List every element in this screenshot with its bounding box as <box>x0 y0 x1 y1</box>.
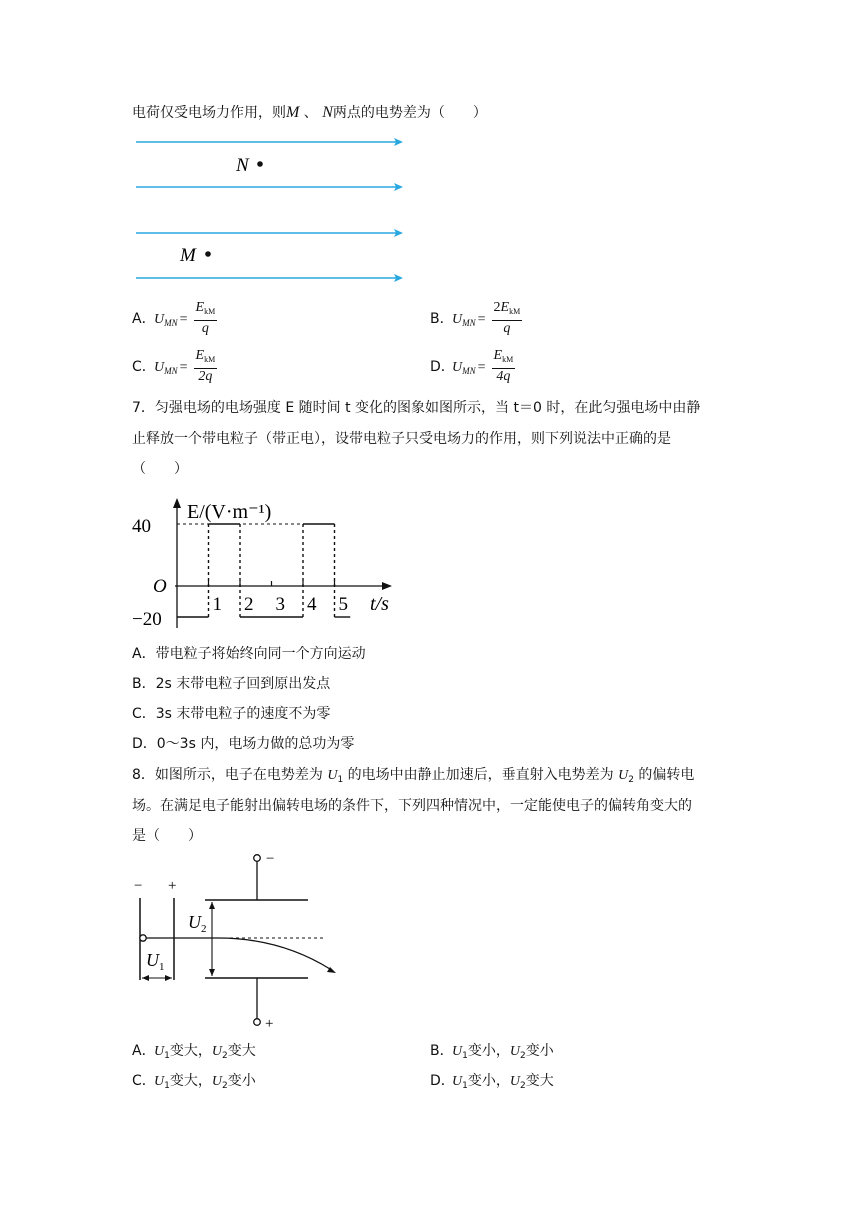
q8-line1-post: 的偏转电 <box>633 767 695 783</box>
u2-arrow-top <box>209 902 215 909</box>
q6-stem <box>132 103 487 123</box>
lhs: $U_{MN}$ <box>452 359 476 376</box>
q8-option-c <box>132 1070 256 1091</box>
option-label: D． <box>430 358 455 375</box>
option-label: A． <box>132 310 156 327</box>
u2-change: 变大 <box>525 1073 554 1089</box>
q7-line1: 7．匀强电场的电场强度 E 随时间 t 变化的图象如图所示，当 t＝0 时，在此匀强电场中由静 <box>132 400 701 416</box>
q7-option-b: B．2s 末带电粒子回到原出发点 <box>132 676 331 692</box>
q8-u2-sub: 2 <box>628 775 634 785</box>
bottom-terminal <box>254 1019 261 1026</box>
u1-sub: 1 <box>462 1051 468 1061</box>
u2-label: $U_2$ <box>188 912 207 935</box>
option-label: A． <box>132 1043 156 1059</box>
q7-option-c: C．3s 末带电粒子的速度不为零 <box>132 706 331 722</box>
u1-sub: 1 <box>164 1051 170 1061</box>
u2: U <box>211 1044 222 1059</box>
u2-sub: 2 <box>519 1081 526 1091</box>
u1-arrow-left <box>142 975 149 981</box>
u1: U <box>452 1074 463 1089</box>
point-m-label: M <box>180 245 196 266</box>
point-n <box>257 161 263 167</box>
plus-bottom: + <box>265 1016 274 1032</box>
x-tick-label: 1 <box>212 594 222 615</box>
minus-left: − <box>134 878 143 894</box>
y-tick-label: 40 <box>132 516 151 537</box>
equals: = <box>179 311 188 327</box>
point-m <box>205 251 211 257</box>
q8-line1 <box>132 765 694 790</box>
x-tick-label: 2 <box>244 594 254 615</box>
x-tick-label: 5 <box>338 594 348 615</box>
fraction: $\frac{E_{kM}}{4q}$ <box>493 348 514 384</box>
q8-line2: 场。在满足电子能射出偏转电场的条件下，下列四种情况中，一定能使电子的偏转角变大的 <box>132 798 692 814</box>
equals: = <box>477 359 486 375</box>
q6-option-a <box>132 300 217 337</box>
x-axis-label: t/s <box>370 593 389 615</box>
y-axis-arrow <box>173 498 181 508</box>
u1-sub: 1 <box>462 1081 468 1091</box>
point-n-label: N <box>236 155 249 176</box>
q6-field-figure <box>130 130 410 290</box>
plus-left: + <box>168 878 177 894</box>
u2-change: 变小 <box>227 1073 256 1089</box>
electron-source <box>140 935 146 941</box>
q7-option-d: D．0～3s 内，电场力做的总功为零 <box>132 736 355 752</box>
lhs: $U_{MN}$ <box>154 311 178 328</box>
q8-u1: U <box>327 768 338 783</box>
var-m: M <box>286 104 300 121</box>
u2-change: 变小 <box>525 1043 554 1059</box>
u1-change: 变大， <box>169 1073 212 1089</box>
y-axis-label: E/(V·m⁻¹) <box>187 501 272 523</box>
u1: U <box>154 1074 165 1089</box>
x-axis-arrow <box>382 582 392 590</box>
u2: U <box>509 1074 520 1089</box>
q6-stem-end: 两点的电势差为（ ） <box>332 105 487 121</box>
q8-option-d <box>430 1070 554 1091</box>
u2-change: 变大 <box>227 1043 256 1059</box>
q6-option-d <box>430 348 515 385</box>
q8-u1-sub: 1 <box>337 775 344 785</box>
lhs: $U_{MN}$ <box>452 311 476 328</box>
u1-change: 变小， <box>467 1043 510 1059</box>
var-n: N <box>322 104 333 121</box>
u1-change: 变大， <box>169 1043 212 1059</box>
u2: U <box>211 1074 222 1089</box>
u1-sub: 1 <box>164 1081 170 1091</box>
u1-label: $U_1$ <box>146 950 165 973</box>
q8-line3: 是（ ） <box>132 828 202 844</box>
q6-stem-text: 电荷仅受电场力作用，则 <box>132 105 286 121</box>
field-lines <box>136 138 403 282</box>
fraction: $\frac{E_{kM}}{q}$ <box>195 300 216 336</box>
q8-line1-pre: 8．如图所示，电子在电势差为 <box>132 767 328 783</box>
fraction: $\frac{E_{kM}}{2q}$ <box>195 348 216 384</box>
lhs: $U_{MN}$ <box>154 359 178 376</box>
q6-option-b <box>430 300 522 337</box>
option-label: C． <box>132 358 156 375</box>
fraction: $\frac{2E_{kM}}{q}$ <box>493 300 521 336</box>
q8-deflection-figure <box>130 848 350 1033</box>
u1-change: 变小， <box>467 1073 510 1089</box>
minus-top: − <box>266 851 275 867</box>
option-label: B． <box>430 310 454 327</box>
q8-u2: U <box>618 768 629 783</box>
q8-option-a <box>132 1040 256 1061</box>
origin-label: O <box>153 576 167 597</box>
x-tick-label: 3 <box>275 594 285 615</box>
option-label: B． <box>430 1043 454 1059</box>
q8-line1-mid: 的电场中由静止加速后，垂直射入电势差为 <box>343 767 619 783</box>
u1: U <box>154 1044 165 1059</box>
sep: 、 <box>299 105 318 121</box>
u2-arrow-bottom <box>209 969 215 976</box>
q7-e-t-chart <box>130 490 410 635</box>
option-label: C． <box>132 1073 156 1089</box>
u1-arrow-right <box>165 975 172 981</box>
q7-option-a: A．带电粒子将始终向同一个方向运动 <box>132 646 366 662</box>
q8-option-b <box>430 1040 554 1061</box>
u1: U <box>452 1044 463 1059</box>
u2-sub: 2 <box>221 1081 228 1091</box>
x-tick-label: 4 <box>307 594 317 615</box>
q7-line2: 止释放一个带电粒子（带正电），设带电粒子只受电场力的作用，则下列说法中正确的是 <box>132 431 671 447</box>
q7-line3: （ ） <box>132 461 188 477</box>
equals: = <box>179 359 188 375</box>
equals: = <box>477 311 486 327</box>
y-tick-label: −20 <box>132 609 162 630</box>
u2: U <box>509 1044 520 1059</box>
top-terminal <box>254 855 261 862</box>
q6-option-c <box>132 348 217 385</box>
u2-sub: 2 <box>221 1051 228 1061</box>
electron-trajectory <box>218 938 330 969</box>
u2-sub: 2 <box>519 1051 526 1061</box>
option-label: D． <box>430 1073 455 1089</box>
